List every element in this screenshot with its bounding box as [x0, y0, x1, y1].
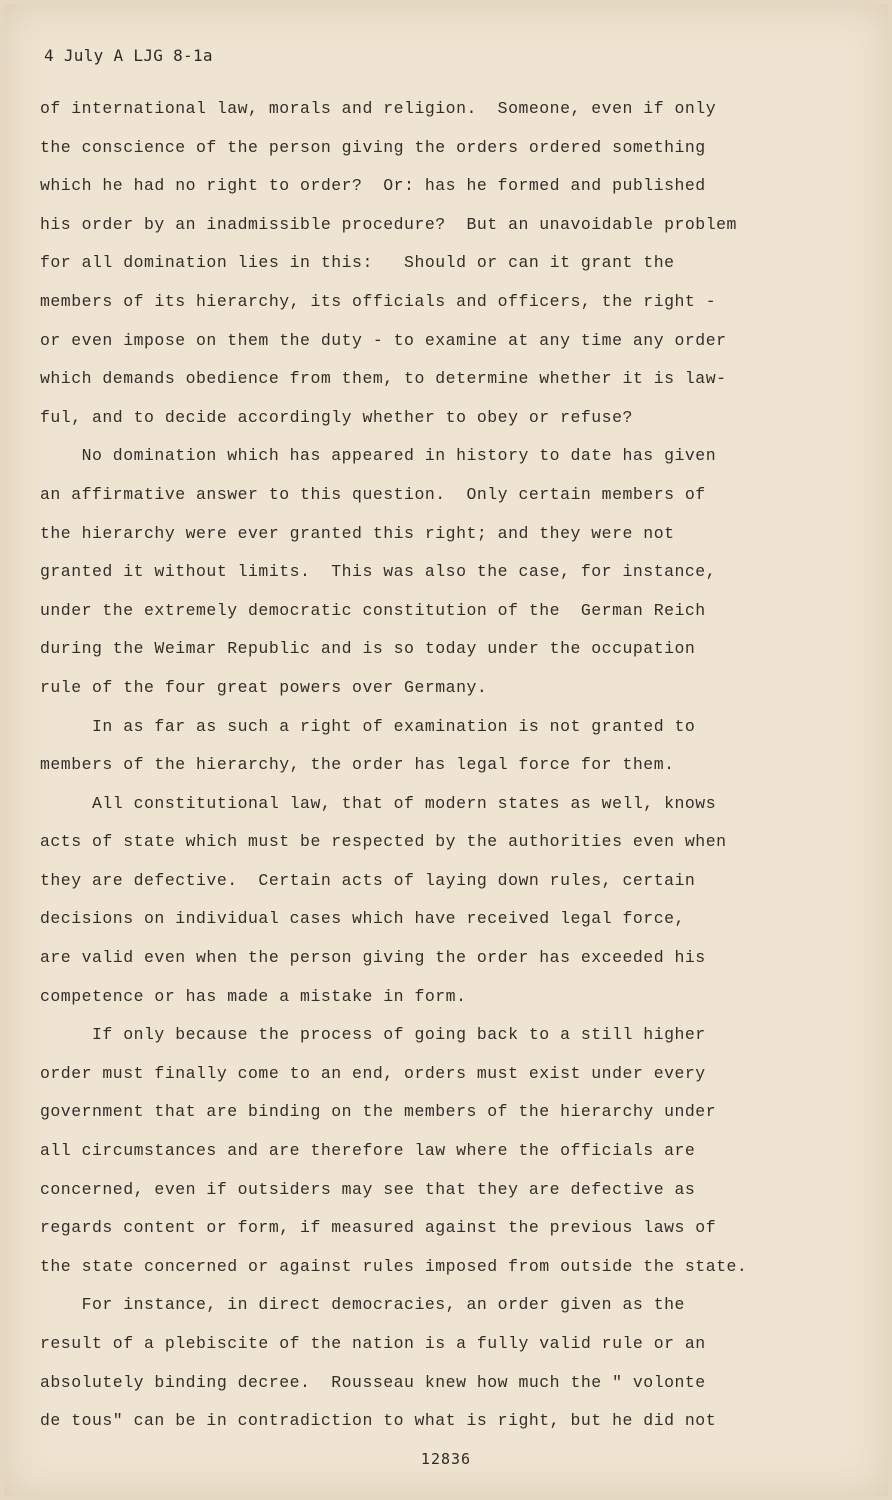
- text-line: or even impose on them the duty - to examine at any time any order: [40, 330, 727, 350]
- text-line: order must finally come to an end, orders must exist under every: [40, 1063, 706, 1083]
- text-line: All constitutional law, that of modern states as well, knows: [40, 793, 717, 813]
- text-line: government that are binding on the members of the hierarchy under: [40, 1102, 717, 1122]
- text-line: during the Weimar Republic and is so today under the occupation: [40, 639, 696, 659]
- text-line: they are defective. Certain acts of laying down rules, certain: [40, 870, 696, 890]
- text-line: are valid even when the person giving the order has exceeded his: [40, 948, 706, 968]
- text-line: rule of the four great powers over Germany.: [40, 677, 488, 697]
- text-line: result of a plebiscite of the nation is a fully valid rule or an: [40, 1334, 706, 1353]
- text-line: which he had no right to order? Or: has he formed and published: [40, 176, 706, 196]
- text-line: competence or has made a mistake in form.: [40, 986, 467, 1006]
- text-line: absolutely binding decree. Rousseau knew how much the " volonte: [40, 1372, 706, 1392]
- text-line: granted it without limits. This was also the case, for instance,: [40, 562, 717, 582]
- text-line: In as far as such a right of examination is not granted to: [40, 716, 696, 736]
- text-line: all circumstances and are therefore law where the officials are: [40, 1141, 696, 1161]
- text-line: the hierarchy were ever granted this right; and they were not: [40, 523, 675, 543]
- text-line: which demands obedience from them, to determine whether it is law-: [40, 369, 727, 389]
- text-line: ful, and to decide accordingly whether to obey or refuse?: [40, 407, 633, 427]
- text-line: No domination which has appeared in history to date has given: [40, 446, 717, 466]
- text-line: decisions on individual cases which have received legal force,: [40, 909, 685, 929]
- text-line: the conscience of the person giving the orders ordered something: [40, 137, 706, 157]
- text-line: regards content or form, if measured against the previous laws of: [40, 1218, 717, 1238]
- text-line: under the extremely democratic constitution of the German Reich: [40, 600, 706, 620]
- document-page: [4, 4, 888, 1496]
- document-body: [40, 90, 830, 1441]
- text-line: de tous" can be in contradiction to what is right, but he did not: [40, 1411, 717, 1431]
- text-line: For instance, in direct democracies, an order given as the: [40, 1295, 685, 1315]
- page-number: 12836: [420, 1450, 472, 1468]
- text-line: the state concerned or against rules imposed from outside the state.: [40, 1256, 748, 1276]
- text-line: If only because the process of going back to a still higher: [40, 1025, 706, 1045]
- text-line: concerned, even if outsiders may see that they are defective as: [40, 1179, 696, 1199]
- text-line: of international law, morals and religion. Someone, even if only: [40, 99, 717, 118]
- text-line: members of its hierarchy, its officials and officers, the right -: [40, 291, 717, 311]
- document-header: 4 July A LJG 8-1a: [44, 46, 213, 65]
- text-line: his order by an inadmissible procedure? But an unavoidable problem: [40, 214, 737, 234]
- text-line: for all domination lies in this: Should or can it grant the: [40, 253, 675, 273]
- text-line: an affirmative answer to this question. Only certain members of: [40, 484, 706, 504]
- text-line: acts of state which must be respected by the authorities even when: [40, 832, 727, 852]
- text-line: members of the hierarchy, the order has legal force for them.: [40, 755, 675, 775]
